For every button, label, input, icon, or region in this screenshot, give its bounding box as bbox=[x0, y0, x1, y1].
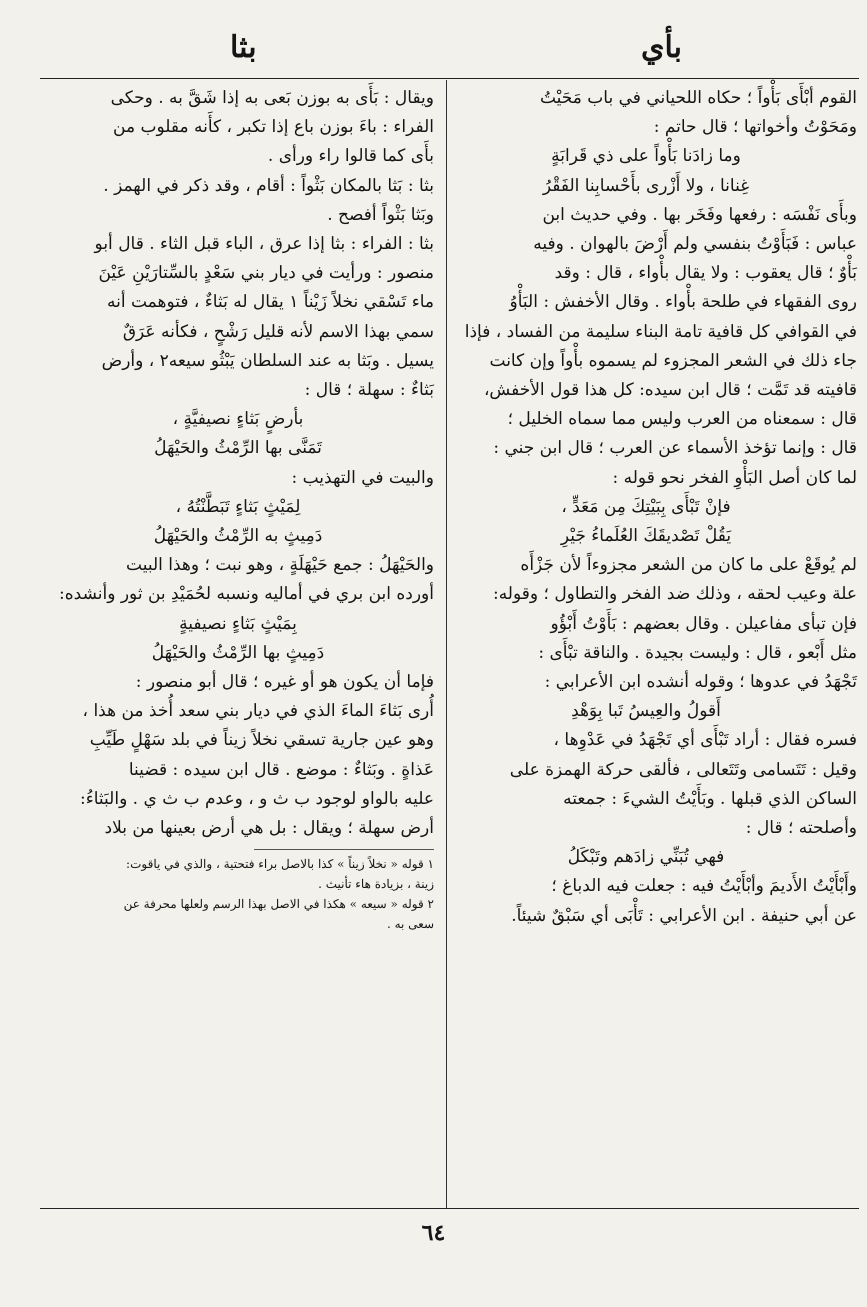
text-line: فسره فقال : أراد تَبْأَى أي تَجْهَدُ في عَدْوِها ، bbox=[553, 730, 857, 751]
text-line: عباس : فَبَأَوْتُ بنفسي ولم أَرْضَ بالهوان . وفيه bbox=[533, 234, 857, 255]
text-line: جاء ذلك في الشعر المجزوء لم يسموه بأْواً وإن كانت bbox=[489, 350, 857, 371]
text-line: وبأَى نَفْسَه : رفعها وفَخَر بها . وفي حديث ابن bbox=[542, 204, 857, 225]
text-line: علة وعيب لحقه ، وذلك ضد الفخر والتطاول ؛ وقوله: bbox=[492, 584, 857, 605]
bottom-rule bbox=[40, 1208, 859, 1209]
text-line: القوم أبْأَى بَأْواً ؛ حكاه اللحياني في باب مَحَيْتُ bbox=[539, 88, 857, 108]
text-line: الساكن الذي قبلها . وبَأَيْتُ الشيءَ : جمعته bbox=[563, 788, 857, 809]
text-line: ومَحَوْتُ وأخواتها ؛ قال حاتم : bbox=[653, 117, 857, 138]
text-line: ويقال : بَأَى به بوزن بَعى به إذا شَقَّ به . وحكى bbox=[110, 88, 434, 108]
verse-line: دَمِيثٍ بها الرِّمْثُ والحَيْهَلُ bbox=[151, 642, 325, 663]
footnote-rule bbox=[254, 849, 434, 850]
footnote-line: ١ قوله « نخلاً زيناً » كذا بالاصل براء فتحتية ، والذي في ياقوت: bbox=[126, 857, 434, 872]
text-line: أرض سهلة ؛ ويقال : بل هي أرض بعينها من بلاد bbox=[104, 818, 434, 839]
text-line: فإن تبأى مفاعيلن . وقال بعضهم : بَأَوْتُ أَبْؤُو bbox=[550, 613, 857, 634]
text-line: لما كان أصل البَأْوِ الفخر نحو قوله : bbox=[612, 467, 857, 488]
verse-line: وما زادَنا بَأْواً على ذي قَرابَةٍ bbox=[551, 146, 741, 167]
text-line: تَجْهَدُ في عدوها ؛ وقوله أنشده ابن الأعرابي : bbox=[544, 672, 857, 693]
text-line: منصور : ورأيت في ديار بني سَعْدٍ بالسِّتارَيْنِ عَيْنَ bbox=[98, 263, 434, 284]
verse-line: أَقولُ والعِيسُ تَبا بِوَهْدِ bbox=[571, 701, 721, 722]
text-line: في القوافي كل قافية تامة البناء سليمة من الفساد ، فإذا bbox=[464, 321, 857, 342]
text-line: أُرى بَثاءَ الماءَ الذي في ديار بني سعد أُخذ من هذا ، bbox=[82, 701, 434, 722]
text-line: سمي بهذا الاسم لأنه قليل رَشْحٍ ، فكأنه عَرَقٌ bbox=[122, 321, 434, 342]
verse-line: بأرضٍ بَثاءٍ نصيفيَّةٍ ، bbox=[172, 409, 304, 430]
text-line: لم يُوقَعْ على ما كان من الشعر مجزوءاً لأن جَزْأَه bbox=[520, 555, 857, 576]
verse-line: دَمِيثٍ به الرِّمْثُ والحَيْهَلُ bbox=[153, 526, 323, 547]
text-line: بثا : الفراء : بثا إذا عرق ، الباء قبل الثاء . قال أبو bbox=[94, 234, 434, 255]
text-line: فإما أن يكون هو أو غيره ؛ قال أبو منصور : bbox=[135, 672, 434, 693]
verse-line: فإنْ تَبْأَى بِبَيْتِكَ مِن مَعَدٍّ ، bbox=[561, 496, 731, 517]
text-line: وأصلحته ؛ قال : bbox=[745, 818, 857, 839]
text-line: قال : سمعناه من العرب وليس مما سماه الخليل ؛ bbox=[507, 409, 857, 430]
footnote-line: زينة ، بزيادة هاء تأنيث . bbox=[318, 877, 434, 892]
verse-line: فهي تُبَنِّي زادَهم وتَبْكَلُ bbox=[567, 847, 725, 868]
text-line: بأَى كما قالوا راء ورأى . bbox=[267, 146, 434, 167]
verse-line: تَمَنَّى بها الرِّمْثُ والحَيْهَلُ bbox=[154, 438, 322, 459]
text-line: مثل أَبْعو ، قال : وليست بجيدة . والناقة تبْأَى : bbox=[538, 642, 857, 663]
text-line: بَأْوٌ ؛ قال يعقوب : ولا يقال بأْواء ، قال : وقد bbox=[554, 263, 857, 284]
text-line: بَثاءٌ : سهلة ؛ قال : bbox=[304, 380, 434, 401]
text-line: وبَثا بَثْواً أفصح . bbox=[327, 204, 434, 225]
footnote-line: سعى به . bbox=[386, 917, 434, 932]
verse-line: لِمَيْثٍ بَثاءٍ تَبَطَّنْتُهُ ، bbox=[175, 496, 301, 517]
text-line: وأَبْأَيْتُ الأَديمَ وأبْأَيْتُ فيه : جعلت فيه الدباغ ؛ bbox=[551, 876, 857, 897]
text-line: وهو عين جارية تسقي نخلاً زيناً في بلد سَهْلٍ طَيِّبِ bbox=[89, 730, 434, 751]
text-line: أورده ابن بري في أماليه ونسبه لحُمَيْدِ بن ثور وأنشده: bbox=[59, 584, 434, 605]
text-line: عليه بالواو لوجود ب ث و ، وعدم ب ث ي . والبَثاءُ: bbox=[80, 788, 434, 809]
text-line: بثا : بَثا بالمكان بَثْواً : أقام ، وقد ذكر في الهمز . bbox=[103, 175, 434, 196]
text-line: ماء تَسْقي نخلاً زَيْناً ١ يقال له بَثاءٌ ، فتوهمت أنه bbox=[106, 292, 434, 313]
text-line: روى الفقهاء في طلحة بأْواء . وقال الأخفش : البَأْوُ bbox=[509, 292, 857, 313]
page-number: ٦٤ bbox=[421, 1220, 446, 1246]
text-line: قافيته قد تَمَّت ؛ قال ابن سيده: كل هذا قول الأخفش، bbox=[483, 380, 857, 401]
left-head-word: بثا bbox=[230, 30, 257, 65]
verse-line: غِنانا ، ولا أَزْرى بأَحْسابِنا الفَقْرُ bbox=[542, 175, 750, 196]
verse-line: يَقُلْ تَصْديقَكَ العُلَماءُ جَيْرِ bbox=[560, 526, 732, 547]
text-line: عن أبي حنيفة . ابن الأعرابي : تَأْبَى أي سَبْقٌ شيئاً. bbox=[511, 905, 857, 926]
left-column bbox=[42, 84, 434, 934]
text-line: والحَيْهَلُ : جمع حَيْهَلَةٍ ، وهو نبت ؛ وهذا البيت bbox=[126, 555, 434, 576]
text-line: يسيل . وبَثا به عند السلطان يَبْثُو سيعه٢ ، وأرض bbox=[101, 350, 434, 371]
text-line: وقيل : تَتَسامى وتَتَعالى ، فألقى حركة الهمزة على bbox=[509, 759, 857, 780]
verse-line: بِمَيْثٍ بَثاءٍ نصيفيةٍ bbox=[179, 613, 297, 634]
text-line: قال : وإنما تؤخذ الأسماء عن العرب ؛ قال ابن جني : bbox=[493, 438, 857, 459]
text-line: عَذاةٍ . وبَثاءٌ : موضع . قال ابن سيده : قضينا bbox=[128, 759, 434, 780]
top-rule bbox=[40, 78, 859, 79]
right-head-word: بأي bbox=[641, 30, 682, 65]
text-line: الفراء : باءَ بوزن باع إذا تكبر ، كأَنه مقلوب من bbox=[113, 117, 434, 138]
text-line: والبيت في التهذيب : bbox=[291, 467, 434, 488]
right-column bbox=[435, 84, 857, 931]
footnote-line: ٢ قوله « سيعه » هكذا في الاصل بهذا الرسم ولعلها محرفة عن bbox=[123, 897, 434, 912]
